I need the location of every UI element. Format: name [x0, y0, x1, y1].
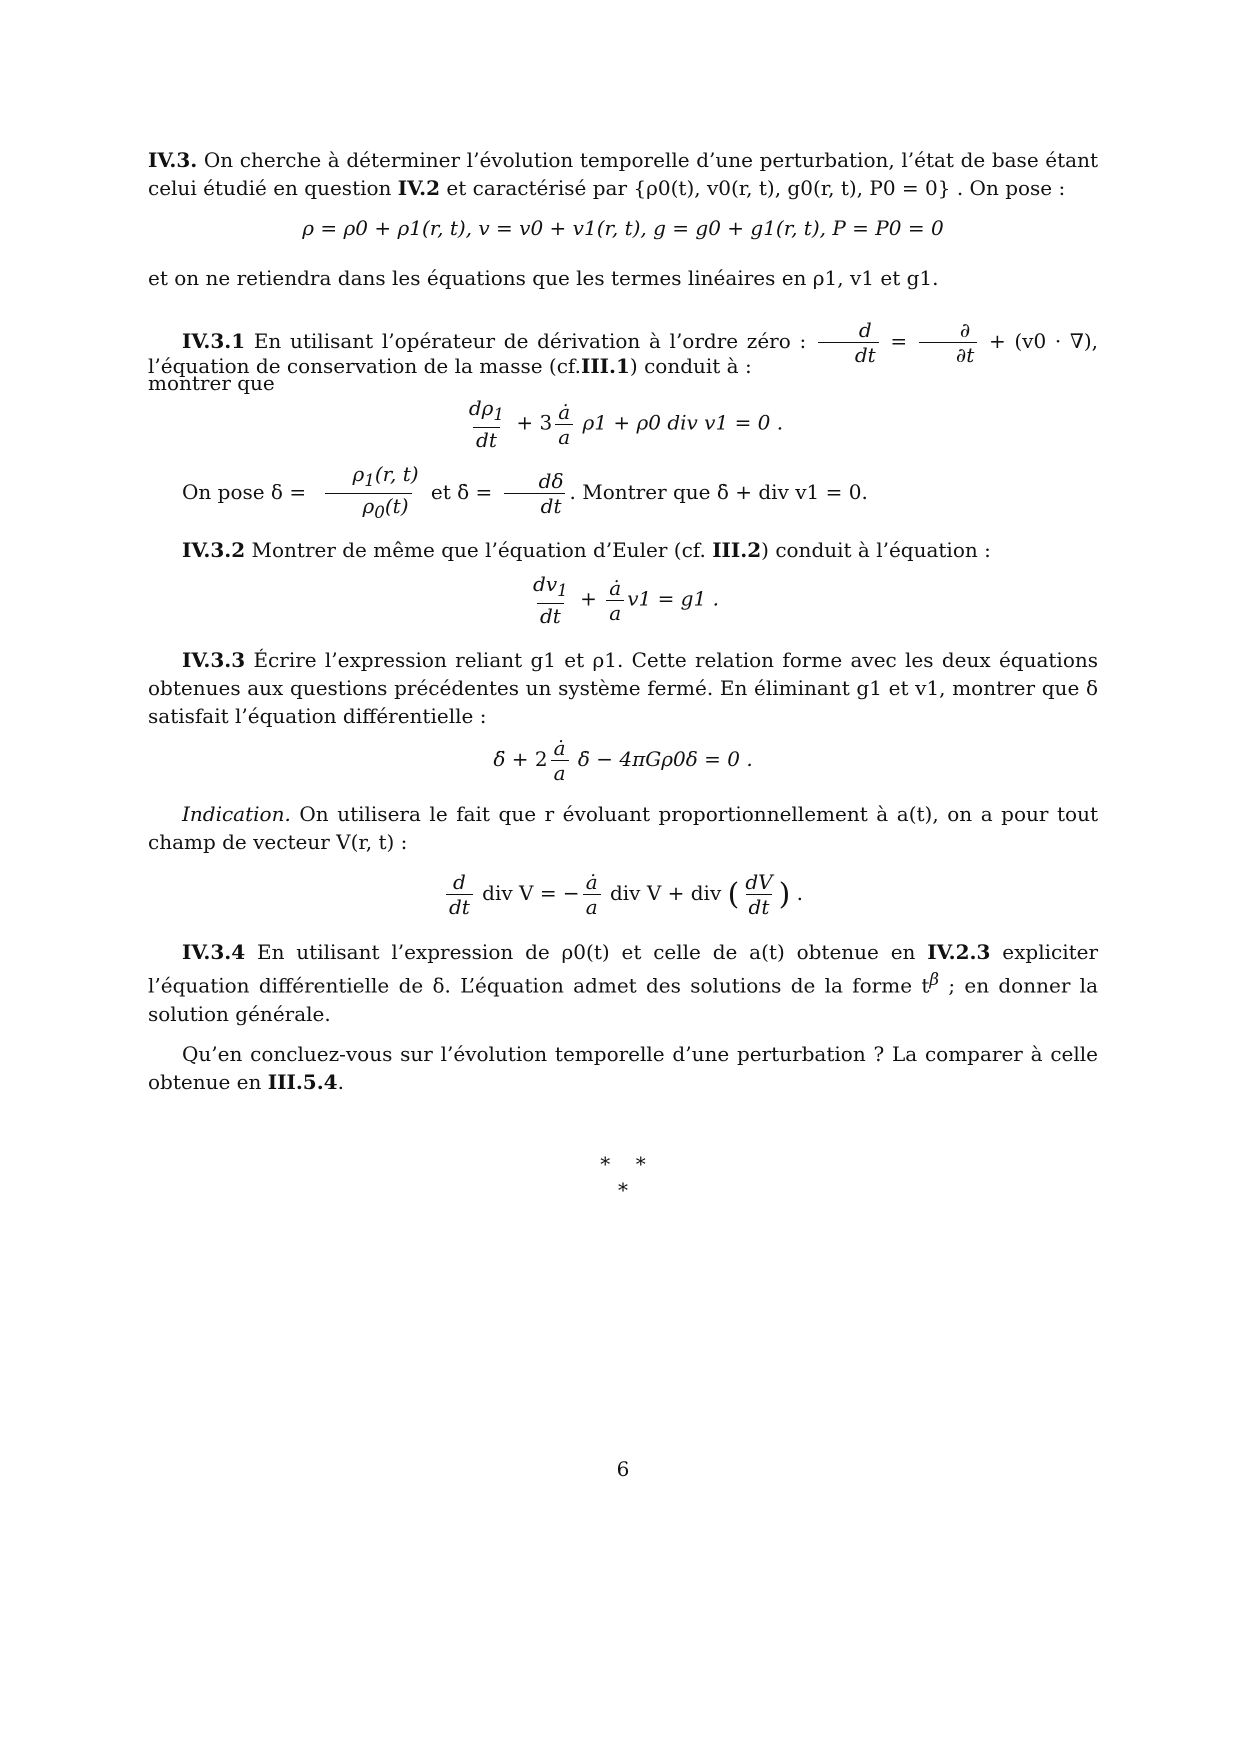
conclusion-text: Qu’en concluez-vous sur l’évolution temporelle d’une perturbation ? La comparer à celle obtenue en [148, 1042, 1098, 1094]
iv32-ref: III.2 [712, 538, 762, 562]
conclusion-ref: III.5.4 [267, 1070, 338, 1094]
iv31-operator-rhs: + (v0 · ∇), montrer que [148, 329, 1099, 395]
adot-a-fraction: $\frac{ȧ}{a}$ [555, 400, 573, 449]
stars-bottom: * [618, 1178, 628, 1202]
indication-paragraph [148, 800, 1098, 856]
iv3-after: et on ne retiendra dans les équations que les termes linéaires en ρ1, v1 et g1. [148, 266, 939, 290]
operator-d-dt-fraction: $\frac{d}{dt}$ [818, 318, 879, 367]
iv33-label: IV.3.3 [182, 648, 246, 672]
iv34-text3: ; en donner la solution générale. [148, 973, 1098, 1026]
indication-eq-mid: div V = − [482, 881, 580, 905]
iv31-line2 [148, 352, 1098, 380]
page-number: 6 [616, 1457, 630, 1481]
iv31-text2: l’équation de conservation de la masse (cf. [148, 354, 581, 378]
iv31-text1: En utilisant l’opérateur de dérivation à l’ordre zéro : [253, 329, 807, 353]
iv32-label: IV.3.2 [182, 538, 246, 562]
indication-equation: $\frac{d}{dt}$ div V = − $\frac{ȧ}{a}$ div V + div ( $\frac{dV}{dt}$ ) . [148, 870, 1098, 919]
dv1-dt-fraction: $\frac{dv_1}{dt}$ [533, 572, 568, 628]
delta-definition-fraction: $\frac{\rho_1(r, t)}{\rho_0(t)}$ [315, 462, 421, 525]
iv3-text2: et caractérisé par {ρ0(t), v0(r, t), g0(r, t), P0 = 0} . On pose : [446, 176, 1066, 200]
pose-intro: On pose δ = [182, 480, 307, 504]
adot-a-fraction: $\frac{ȧ}{a}$ [551, 736, 569, 785]
iv33-paragraph [148, 646, 1098, 730]
stars-top: * * [600, 1152, 646, 1176]
conclusion-paragraph [148, 1040, 1098, 1096]
iv31-ref: III.1 [580, 354, 630, 378]
iv31-label: IV.3.1 [182, 329, 246, 353]
iv3-paragraph [148, 146, 1098, 202]
indication-text: On utilisera le fait que r évoluant proportionnellement à a(t), on a pour tout champ de vecteur V(r, t) : [148, 802, 1098, 854]
delta-ode-equation: δ̈ + 2 $\frac{ȧ}{a}$ δ̇ − 4πGρ0δ = 0 . [493, 736, 753, 785]
indication-label: Indication. [182, 802, 291, 826]
pose-mid: et δ̇ = [430, 480, 493, 504]
iv34-text1: En utilisant l’expression de ρ0(t) et celle de a(t) obtenue en [256, 940, 916, 964]
euler-equation-rest: v1 = g1 . [627, 586, 719, 611]
iv33-text: Écrire l’expression reliant g1 et ρ1. Cette relation forme avec les deux équations obtenues aux questions précédentes un système fermé. En éliminant g1 et v1, montrer que δ satisfait l’équation différentielle : [148, 648, 1099, 728]
iv31-paragraph: IV.3.1 En utilisant l’opérateur de dérivation à l’ordre zéro : $\frac{d}{dt}$ = $\frac{\partial}{\partial t}$ + (v0 · ∇), montrer que [148, 318, 1099, 395]
iv31-pose-line [148, 462, 1098, 525]
iv3-ref: IV.2 [397, 176, 441, 200]
adot-a-fraction: $\frac{ȧ}{a}$ [606, 576, 624, 625]
drho1-dt-fraction: $\frac{d\rho_1}{dt}$ [468, 396, 505, 452]
d-dt-fraction: $\frac{d}{dt}$ [446, 870, 473, 919]
iv3-label: IV.3. [148, 148, 198, 172]
delta-ode-rest: δ̇ − 4πGρ0δ = 0 . [577, 747, 753, 771]
pose-end: . Montrer que δ̇ + div v1 = 0. [569, 480, 868, 504]
iv34-ref: IV.2.3 [927, 940, 991, 964]
iv31-text3: ) conduit à : [629, 354, 752, 378]
iv3-text1: On cherche à déterminer l’évolution temporelle d’une perturbation, l’état de base étant celui étudié en question [148, 148, 1099, 200]
dV-dt-fraction: $\frac{dV}{dt}$ [745, 870, 773, 919]
adot-a-fraction: $\frac{ȧ}{a}$ [583, 870, 601, 919]
iv32-text2: ) conduit à l’équation : [761, 538, 991, 562]
mass-conservation-equation: $\frac{d\rho_1}{dt}$ + 3 $\frac{ȧ}{a}$ ρ1 + ρ0 div v1 = 0 . [148, 396, 1098, 452]
operator-partial-fraction: $\frac{\partial}{\partial t}$ [919, 318, 977, 367]
iv34-label: IV.3.4 [182, 940, 246, 964]
indication-eq-end: div V + div [609, 881, 722, 905]
mass-equation-rest: ρ1 + ρ0 div v1 = 0 . [582, 410, 784, 435]
document-page [148, 0, 1098, 1754]
iv3-equation: ρ = ρ0 + ρ1(r, t), v = v0 + v1(r, t), g = g0 + g1(r, t), P = P0 = 0 [302, 216, 944, 240]
euler-equation: $\frac{dv_1}{dt}$ + $\frac{ȧ}{a}$ v1 = g1 . [148, 572, 1098, 628]
ddelta-dt-fraction: $\frac{d\delta}{dt}$ [502, 469, 567, 518]
iv32-paragraph [148, 536, 1098, 564]
iv34-paragraph [148, 938, 1098, 1028]
beta-exponent: β [929, 970, 940, 989]
iv34-text2: expliciter l’équation différentielle de δ. L’équation admet des solutions de la forme t [148, 940, 1099, 998]
conclusion-end: . [337, 1070, 344, 1094]
iv32-text1: Montrer de même que l’équation d’Euler (cf. [251, 538, 706, 562]
